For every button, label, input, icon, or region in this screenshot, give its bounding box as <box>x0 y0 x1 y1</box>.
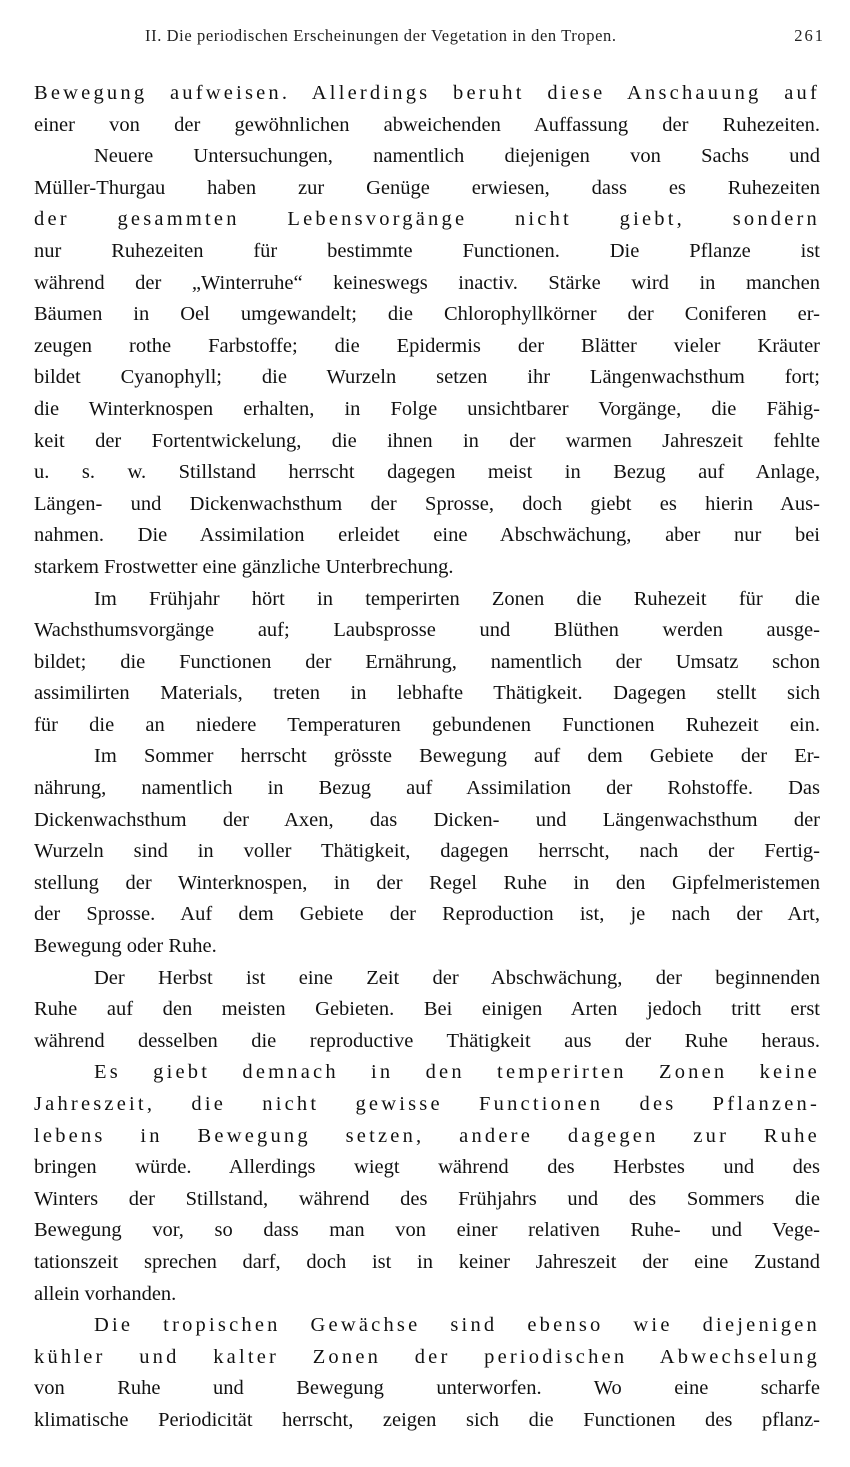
text-line: Die tropischen Gewächse sind ebenso wie diejenigen <box>94 1314 820 1337</box>
text-line: Bewegung aufweisen. Allerdings beruht diese Anschauung auf <box>34 82 820 104</box>
text-line: von Ruhe und Bewegung unterworfen. Wo eine scharfe <box>34 1377 820 1400</box>
text-line: zeugen rothe Farbstoffe; die Epidermis der Blätter vieler Kräuter <box>34 334 820 357</box>
running-header <box>145 26 825 50</box>
text-line: Im Sommer herrscht grösste Bewegung auf dem Gebiete der Er- <box>94 745 820 768</box>
page-number: 261 <box>794 26 825 45</box>
text-line: bildet Cyanophyll; die Wurzeln setzen ihr Längenwachsthum fort; <box>34 366 820 389</box>
text-line: Dickenwachsthum der Axen, das Dicken- und Längenwachsthum der <box>34 808 820 831</box>
text-line: für die an niedere Temperaturen gebundenen Functionen Ruhezeit ein. <box>34 713 820 736</box>
text-line: kühler und kalter Zonen der periodischen Abwechselung <box>34 1345 820 1368</box>
text-line: bildet; die Functionen der Ernährung, namentlich der Umsatz schon <box>34 650 820 673</box>
text-line: während der „Winterruhe“ keineswegs inactiv. Stärke wird in manchen <box>34 271 820 294</box>
text-line: stellung der Winterknospen, in der Regel Ruhe in den Gipfelmeristemen <box>34 871 820 894</box>
text-line: einer von der gewöhnlichen abweichenden Auffassung der Ruhezeiten. <box>34 113 820 136</box>
text-line: bringen würde. Allerdings wiegt während des Herbstes und des <box>34 1156 820 1179</box>
text-line: lebens in Bewegung setzen, andere dagegen zur Ruhe <box>34 1124 820 1147</box>
text-line: Im Frühjahr hört in temperirten Zonen die Ruhezeit für die <box>94 587 820 610</box>
text-line: Bewegung oder Ruhe. <box>34 935 217 958</box>
running-title: II. Die periodischen Erscheinungen der Vegetation in den Tropen. <box>145 26 617 45</box>
text-line: während desselben die reproductive Thätigkeit aus der Ruhe heraus. <box>34 1029 820 1052</box>
text-line: keit der Fortentwickelung, die ihnen in der warmen Jahreszeit fehlte <box>34 429 820 452</box>
text-line: Der Herbst ist eine Zeit der Abschwächung, der beginnenden <box>94 966 820 989</box>
text-line: Längen- und Dickenwachsthum der Sprosse, doch giebt es hierin Aus- <box>34 492 820 515</box>
text-line: u. s. w. Stillstand herrscht dagegen meist in Bezug auf Anlage, <box>34 461 820 484</box>
text-line: Winters der Stillstand, während des Frühjahrs und des Sommers die <box>34 1187 820 1210</box>
text-line: die Winterknospen erhalten, in Folge unsichtbarer Vorgänge, die Fähig- <box>34 397 820 420</box>
text-line: starkem Frostwetter eine gänzliche Unterbrechung. <box>34 555 454 578</box>
page-body <box>34 78 820 1437</box>
text-line: Wurzeln sind in voller Thätigkeit, dagegen herrscht, nach der Fertig- <box>34 840 820 863</box>
text-line: Es giebt demnach in den temperirten Zonen keine <box>94 1061 820 1084</box>
text-line: der gesammten Lebensvorgänge nicht giebt, sondern <box>34 208 820 231</box>
text-line: nahmen. Die Assimilation erleidet eine Abschwächung, aber nur bei <box>34 524 820 547</box>
text-line: allein vorhanden. <box>34 1282 177 1305</box>
text-line: der Sprosse. Auf dem Gebiete der Reproduction ist, je nach der Art, <box>34 903 820 926</box>
text-line: nur Ruhezeiten für bestimmte Functionen. Die Pflanze ist <box>34 239 820 262</box>
text-line: Wachsthumsvorgänge auf; Laubsprosse und Blüthen werden ausge- <box>34 619 820 642</box>
text-line: Bewegung vor, so dass man von einer relativen Ruhe- und Vege- <box>34 1219 820 1242</box>
text-line: nährung, namentlich in Bezug auf Assimilation der Rohstoffe. Das <box>34 777 820 800</box>
text-line: Bäumen in Oel umgewandelt; die Chlorophyllkörner der Coniferen er- <box>34 303 820 326</box>
text-line: Ruhe auf den meisten Gebieten. Bei einigen Arten jedoch tritt erst <box>34 998 820 1021</box>
text-line: tationszeit sprechen darf, doch ist in keiner Jahreszeit der eine Zustand <box>34 1250 820 1273</box>
text-line: assimilirten Materials, treten in lebhafte Thätigkeit. Dagegen stellt sich <box>34 682 820 705</box>
text-line: Jahreszeit, die nicht gewisse Functionen des Pflanzen- <box>34 1093 820 1115</box>
text-line: Neuere Untersuchungen, namentlich diejenigen von Sachs und <box>94 145 820 168</box>
text-line: Müller-Thurgau haben zur Genüge erwiesen, dass es Ruhezeiten <box>34 176 820 199</box>
text-line: klimatische Periodicität herrscht, zeigen sich die Functionen des pflanz- <box>34 1408 820 1431</box>
